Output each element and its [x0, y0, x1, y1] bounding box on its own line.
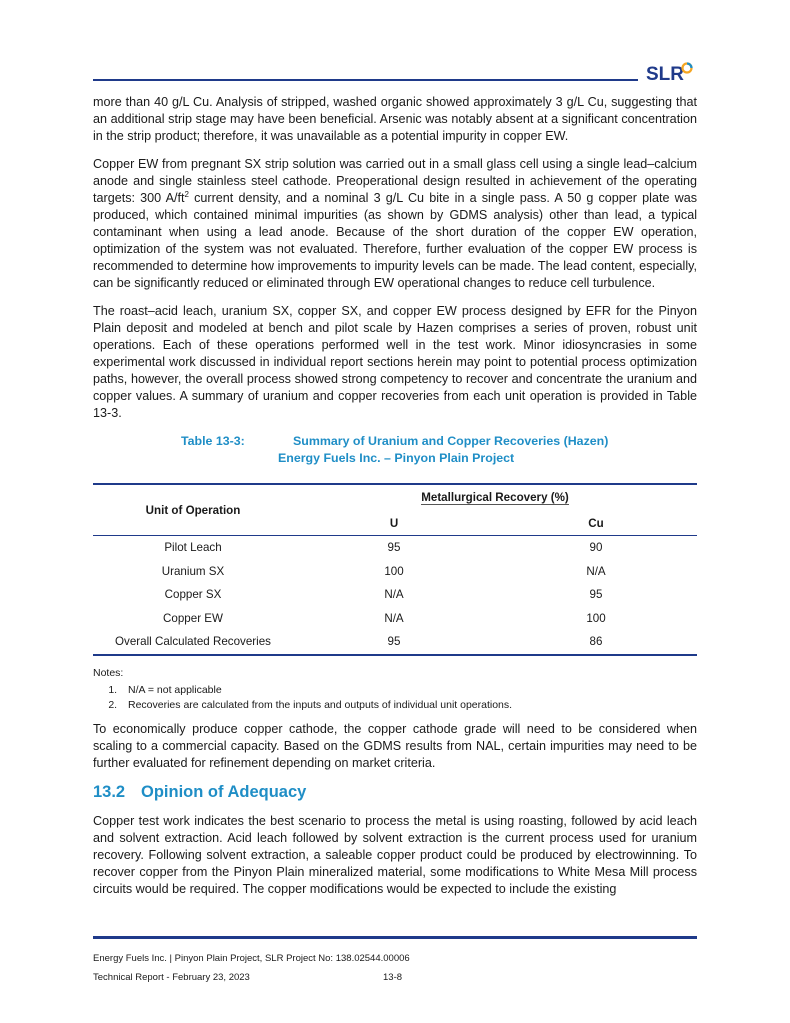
cell-u: 95	[387, 541, 401, 555]
cell-cu: N/A	[586, 564, 606, 578]
section-title: Opinion of Adequacy	[141, 783, 307, 801]
cell-unit: Pilot Leach	[164, 541, 222, 555]
table-caption	[93, 433, 697, 469]
section-heading	[93, 783, 697, 802]
cell-cu: 95	[589, 588, 603, 602]
cell-u: 100	[384, 564, 404, 578]
page-footer	[93, 949, 697, 987]
header-u: U	[293, 511, 495, 536]
table-row	[93, 536, 697, 560]
footer-project: Energy Fuels Inc. | Pinyon Plain Project, SLR Project No: 138.02544.00006	[93, 953, 410, 964]
table-row	[93, 630, 697, 655]
slr-logo: SLR	[646, 64, 684, 85]
note-item: 1. N/A = not applicable	[120, 683, 697, 698]
cell-cu: 86	[495, 630, 697, 655]
header-rule	[93, 79, 638, 81]
paragraph-strip-analysis: more than 40 g/L Cu. Analysis of stripped, washed organic showed approximately 3 g/L Cu, suggesting that an additional strip stage may have been beneficial. Arsenic was notably absent at a significant concentration in the strip product; therefore, it was unavailable as a potential impurity in copper EW.	[93, 95, 697, 143]
logo-swirl-icon	[681, 62, 693, 74]
cell-u: N/A	[384, 588, 404, 602]
footer-report: Technical Report - February 23, 2023	[93, 972, 250, 983]
table-title: Summary of Uranium and Copper Recoveries (Hazen)	[293, 434, 609, 448]
cell-u: 95	[293, 630, 495, 655]
paragraph-process-summary: The roast–acid leach, uranium SX, copper SX, and copper EW process designed by EFR for the Pinyon Plain deposit and modeled at bench and pilot scale by Hazen comprises a series of proven, robust unit operations. Each of these operations performed well in the test work. Minor idiosyncrasies in some experimental work discussed in individual report sections herein may point to potential process optimization paths, however, the overall process showed strong competency to recover and concentrate the uranium and copper values. A summary of uranium and copper recoveries from each unit operation is provided in Table 13-3.	[93, 304, 697, 420]
header-unit-of-operation: Unit of Operation	[93, 484, 293, 536]
page-content	[93, 94, 697, 909]
table-subtitle: Energy Fuels Inc. – Pinyon Plain Project	[278, 451, 515, 465]
recovery-table	[93, 483, 697, 656]
cell-unit: Copper SX	[164, 588, 222, 602]
table-number: Table 13-3:	[181, 434, 245, 448]
paragraph-copper-ew: Copper EW from pregnant SX strip solution was carried out in a small glass cell using a single lead–calcium anode and single stainless steel cathode. Preoperational design resulted in achievement of the operating targets: 300 $A/ft^2$ current density, and a nominal 3 g/L Cu bite in a single pass. A 50 g copper plate was produced, which contained minimal impurities (as shown by GDMS analysis) other than lead, a typical contaminant when using a lead anode. Because of the short duration of the copper EW operation, optimization of the system was not evaluated. Therefore, further evaluation of the copper EW process is recommended to determine how improvements to impurity levels can be made. The lead content, especially, can be significantly reduced or eliminated through EW operational changes to reduce cell turbulence.	[93, 157, 697, 290]
cell-cu: 100	[586, 611, 606, 625]
table-row	[93, 560, 697, 584]
paragraph-opinion: Copper test work indicates the best scenario to process the metal is using roasting, followed by acid leach and solvent extraction. Acid leach followed by solvent extraction is the current process used for uranium recovery. Following solvent extraction, a saleable copper product could be produced by electrowinning. To recover copper from the Pinyon Plain mineralized material, some modifications to White Mesa Mill process circuits would be required. The copper modifications would be expected to include the existing	[93, 814, 697, 896]
page-number: 13-8	[383, 972, 403, 983]
table-row	[93, 607, 697, 631]
cell-u: N/A	[384, 611, 404, 625]
cell-cu: 90	[589, 541, 603, 555]
paragraph-copper-cathode: To economically produce copper cathode, the copper cathode grade will need to be considered when scaling to a commercial capacity. Based on the GDMS results from NAL, certain impurities may need to be further evaluated for refinement depending on market criteria.	[93, 722, 697, 770]
header-metallurgical-recovery: Metallurgical Recovery (%)	[293, 484, 697, 511]
footer-rule	[93, 936, 697, 939]
cell-unit: Copper EW	[163, 611, 223, 625]
table-notes	[93, 666, 697, 713]
cell-unit: Overall Calculated Recoveries	[93, 630, 293, 655]
notes-label: Notes:	[93, 666, 124, 679]
table-row	[93, 583, 697, 607]
note-item: 2. Recoveries are calculated from the inputs and outputs of individual unit operations.	[120, 698, 697, 713]
header-cu: Cu	[495, 511, 697, 536]
cell-unit: Uranium SX	[161, 564, 225, 578]
section-number: 13.2	[93, 783, 126, 801]
